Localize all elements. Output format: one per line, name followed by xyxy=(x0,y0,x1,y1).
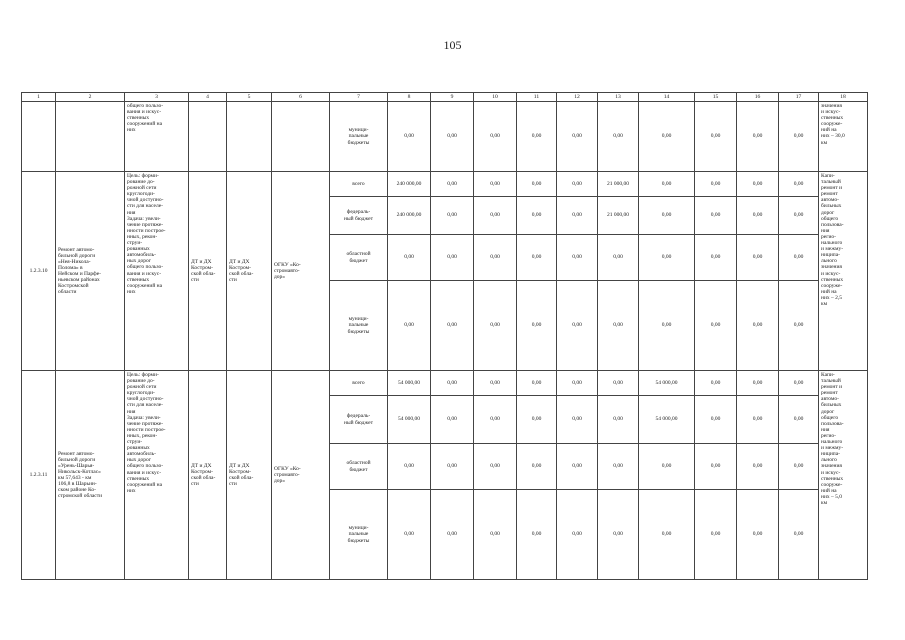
amount-cell-12: 0,00 xyxy=(557,444,598,490)
amount-cell-15: 0,00 xyxy=(695,197,737,235)
amount-cell-11: 0,00 xyxy=(517,197,557,235)
amount-cell-14: 0,00 xyxy=(639,444,695,490)
name-cell: Ремонт автомо- бильной дороги «Нея-Никола- Полома» в Нейском и Парфе- ньевском районах Костромской области xyxy=(56,172,125,371)
result-cell: Капи- тальный ремонт и ремонт автомо- бильных дорог общего пользова- ния регио- нального и межму- ниципа- льного значения и искус- ственных сооруже- ний на них – 2,5 км xyxy=(819,172,868,371)
page-number: 105 xyxy=(443,38,462,52)
amount-cell-14: 0,00 xyxy=(639,490,695,580)
amount-cell-10: 0,00 xyxy=(474,371,517,396)
amount-cell-17: 0,00 xyxy=(779,235,819,281)
amount-cell-9: 0,00 xyxy=(431,371,474,396)
amount-cell-16: 0,00 xyxy=(737,371,779,396)
amount-cell-12: 0,00 xyxy=(557,197,598,235)
column-number-16: 16 xyxy=(737,93,779,102)
column-number-8: 8 xyxy=(388,93,431,102)
amount-cell-8: 54 000,00 xyxy=(388,371,431,396)
amount-cell-13: 0,00 xyxy=(598,102,639,172)
budget-table xyxy=(21,92,868,580)
amount-cell-9: 0,00 xyxy=(431,490,474,580)
amount-cell-9: 0,00 xyxy=(431,281,474,371)
amount-cell-8: 0,00 xyxy=(388,102,431,172)
column-number-14: 14 xyxy=(639,93,695,102)
amount-cell-15: 0,00 xyxy=(695,172,737,197)
funding-source-cell: областной бюджет xyxy=(330,444,388,490)
amount-cell-11: 0,00 xyxy=(517,490,557,580)
amount-cell-11: 0,00 xyxy=(517,396,557,444)
column-number-1: 1 xyxy=(22,93,56,102)
amount-cell-14: 0,00 xyxy=(639,281,695,371)
amount-cell-15: 0,00 xyxy=(695,235,737,281)
amount-cell-14: 54 000,00 xyxy=(639,396,695,444)
amount-cell-13: 0,00 xyxy=(598,396,639,444)
amount-cell-13: 0,00 xyxy=(598,235,639,281)
column-number-6: 6 xyxy=(272,93,330,102)
amount-cell-8: 240 000,00 xyxy=(388,197,431,235)
amount-cell-16: 0,00 xyxy=(737,444,779,490)
column-number-13: 13 xyxy=(598,93,639,102)
column-number-7: 7 xyxy=(330,93,388,102)
entry-1.2.3.11-row-1 xyxy=(22,371,868,396)
amount-cell-10: 0,00 xyxy=(474,197,517,235)
amount-cell-17: 0,00 xyxy=(779,197,819,235)
amount-cell-17: 0,00 xyxy=(779,281,819,371)
amount-cell-9: 0,00 xyxy=(431,235,474,281)
purpose-cell: Цель: форми- рование до- рожной сети круглогоди- чной доступно- сти для населе- ния Задача: увели- чение протяже- нности построе- нных, рекон- струи- рованных автомобиль- ных дорог общего пользо- вания и искус- ственных сооружений на них xyxy=(125,172,189,371)
amount-cell-13: 0,00 xyxy=(598,490,639,580)
amount-cell-12: 0,00 xyxy=(557,490,598,580)
amount-cell-13: 0,00 xyxy=(598,444,639,490)
amount-cell-8: 0,00 xyxy=(388,235,431,281)
funding-source-cell: областной бюджет xyxy=(330,235,388,281)
amount-cell-16: 0,00 xyxy=(737,172,779,197)
amount-cell-16: 0,00 xyxy=(737,197,779,235)
amount-cell-13: 21 000,00 xyxy=(598,172,639,197)
col4-cell: ДТ и ДХ Костром- ской обла- сти xyxy=(189,172,227,371)
code-cell: 1.2.3.11 xyxy=(22,371,56,580)
amount-cell-17: 0,00 xyxy=(779,490,819,580)
amount-cell-14: 0,00 xyxy=(639,197,695,235)
amount-cell-13: 21 000,00 xyxy=(598,197,639,235)
funding-source-cell: муници- пальные бюджеты xyxy=(330,102,388,172)
column-number-3: 3 xyxy=(125,93,189,102)
col5-cell-empty xyxy=(227,102,272,172)
amount-cell-16: 0,00 xyxy=(737,281,779,371)
amount-cell-9: 0,00 xyxy=(431,172,474,197)
amount-cell-17: 0,00 xyxy=(779,102,819,172)
col5-cell: ДТ и ДХ Костром- ской обла- сти xyxy=(227,172,272,371)
amount-cell-13: 0,00 xyxy=(598,281,639,371)
amount-cell-10: 0,00 xyxy=(474,172,517,197)
amount-cell-11: 0,00 xyxy=(517,172,557,197)
amount-cell-16: 0,00 xyxy=(737,396,779,444)
amount-cell-10: 0,00 xyxy=(474,396,517,444)
name-cell-empty xyxy=(56,102,125,172)
column-number-row xyxy=(22,93,868,102)
amount-cell-12: 0,00 xyxy=(557,396,598,444)
amount-cell-9: 0,00 xyxy=(431,102,474,172)
amount-cell-10: 0,00 xyxy=(474,490,517,580)
column-number-18: 18 xyxy=(819,93,868,102)
amount-cell-14: 0,00 xyxy=(639,235,695,281)
amount-cell-12: 0,00 xyxy=(557,371,598,396)
amount-cell-15: 0,00 xyxy=(695,281,737,371)
col6-cell: ОГКУ «Ко- стромавто- дор» xyxy=(272,371,330,580)
purpose-cell: Цель: форми- рование до- рожной сети круглогоди- чной доступно- сти для населе- ния Задача: увели- чение протяже- нности построе- нных, рекон- струи- рованных автомобиль- ных дорог общего пользо- вания и искус- ственных сооружений на них xyxy=(125,371,189,580)
continuation-row xyxy=(22,102,868,172)
column-number-9: 9 xyxy=(431,93,474,102)
column-number-17: 17 xyxy=(779,93,819,102)
amount-cell-9: 0,00 xyxy=(431,197,474,235)
amount-cell-15: 0,00 xyxy=(695,371,737,396)
code-cell-empty xyxy=(22,102,56,172)
amount-cell-12: 0,00 xyxy=(557,281,598,371)
name-cell: Ремонт автомо- бильной дороги «Урень-Шарья- Никольск-Котлас» км 57,643 - км 106,8 в Шарьин- ском районе Ко- стромской области xyxy=(56,371,125,580)
amount-cell-10: 0,00 xyxy=(474,444,517,490)
col6-cell-empty xyxy=(272,102,330,172)
col5-cell: ДТ и ДХ Костром- ской обла- сти xyxy=(227,371,272,580)
amount-cell-15: 0,00 xyxy=(695,102,737,172)
funding-source-cell: всего xyxy=(330,371,388,396)
amount-cell-10: 0,00 xyxy=(474,102,517,172)
column-number-5: 5 xyxy=(227,93,272,102)
amount-cell-15: 0,00 xyxy=(695,490,737,580)
amount-cell-11: 0,00 xyxy=(517,281,557,371)
amount-cell-8: 0,00 xyxy=(388,281,431,371)
funding-source-cell: федераль- ный бюджет xyxy=(330,197,388,235)
amount-cell-11: 0,00 xyxy=(517,444,557,490)
column-number-4: 4 xyxy=(189,93,227,102)
amount-cell-8: 240 000,00 xyxy=(388,172,431,197)
column-number-15: 15 xyxy=(695,93,737,102)
amount-cell-17: 0,00 xyxy=(779,172,819,197)
amount-cell-16: 0,00 xyxy=(737,102,779,172)
col6-cell: ОГКУ «Ко- стромавто- дор» xyxy=(272,172,330,371)
funding-source-cell: муници- пальные бюджеты xyxy=(330,281,388,371)
amount-cell-16: 0,00 xyxy=(737,490,779,580)
amount-cell-14: 54 000,00 xyxy=(639,371,695,396)
amount-cell-14: 0,00 xyxy=(639,172,695,197)
amount-cell-8: 0,00 xyxy=(388,490,431,580)
amount-cell-15: 0,00 xyxy=(695,444,737,490)
amount-cell-15: 0,00 xyxy=(695,396,737,444)
funding-source-cell: муници- пальные бюджеты xyxy=(330,490,388,580)
code-cell: 1.2.3.10 xyxy=(22,172,56,371)
amount-cell-12: 0,00 xyxy=(557,172,598,197)
amount-cell-12: 0,00 xyxy=(557,102,598,172)
column-number-2: 2 xyxy=(56,93,125,102)
result-cell: Капи- тальный ремонт и ремонт автомо- бильных дорог общего пользова- ния регио- нального и межму- ниципа- льного значения и искус- ственных сооруже- ний на них – 5,0 км xyxy=(819,371,868,580)
amount-cell-11: 0,00 xyxy=(517,371,557,396)
col4-cell-empty xyxy=(189,102,227,172)
column-number-11: 11 xyxy=(517,93,557,102)
entry-1.2.3.10-row-1 xyxy=(22,172,868,197)
amount-cell-8: 54 000,00 xyxy=(388,396,431,444)
amount-cell-17: 0,00 xyxy=(779,444,819,490)
amount-cell-12: 0,00 xyxy=(557,235,598,281)
column-number-12: 12 xyxy=(557,93,598,102)
col4-cell: ДТ и ДХ Костром- ской обла- сти xyxy=(189,371,227,580)
purpose-cell: общего пользо- вания и искус- ственных сооружений на них xyxy=(125,102,189,172)
amount-cell-14: 0,00 xyxy=(639,102,695,172)
amount-cell-13: 0,00 xyxy=(598,371,639,396)
amount-cell-17: 0,00 xyxy=(779,396,819,444)
column-number-10: 10 xyxy=(474,93,517,102)
amount-cell-11: 0,00 xyxy=(517,102,557,172)
amount-cell-17: 0,00 xyxy=(779,371,819,396)
funding-source-cell: всего xyxy=(330,172,388,197)
amount-cell-9: 0,00 xyxy=(431,444,474,490)
amount-cell-16: 0,00 xyxy=(737,235,779,281)
amount-cell-10: 0,00 xyxy=(474,235,517,281)
amount-cell-9: 0,00 xyxy=(431,396,474,444)
funding-source-cell: федераль- ный бюджет xyxy=(330,396,388,444)
amount-cell-8: 0,00 xyxy=(388,444,431,490)
amount-cell-11: 0,00 xyxy=(517,235,557,281)
result-cell: значения и искус- ственных сооруже- ний на них – 30,0 км xyxy=(819,102,868,172)
amount-cell-10: 0,00 xyxy=(474,281,517,371)
